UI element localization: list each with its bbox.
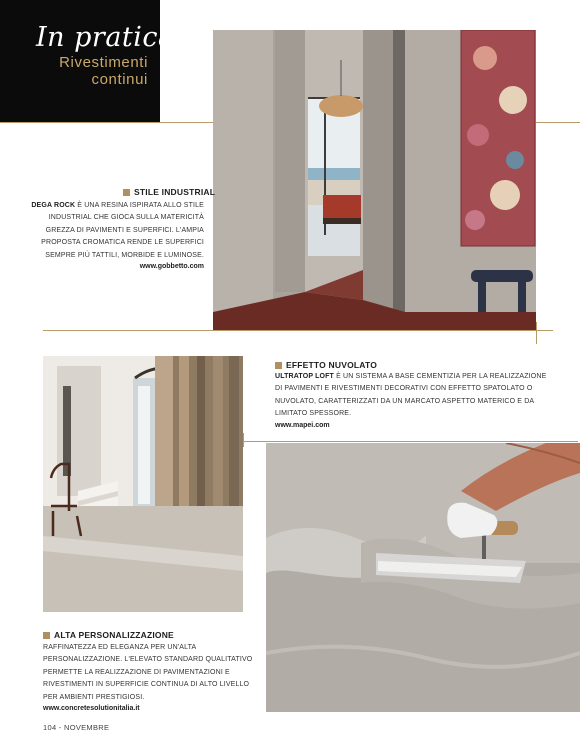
troweling-floor-photo [266, 443, 580, 712]
alta-personalizzazione-body [43, 642, 263, 704]
gold-rule-top [0, 122, 213, 123]
gold-rule-middle [43, 330, 553, 331]
interior-hallway-photo [213, 30, 536, 330]
section-header-box [0, 0, 175, 122]
text-line: DI PAVIMENTI E RIVESTIMENTI DECORATIVI CON EFFETTO SPATOLATO O [275, 385, 533, 393]
text-line: LIMITATO SPESSORE. [275, 410, 352, 418]
text-line: INDUSTRIAL CHE GIOCA SULLA MATERICITÀ [48, 214, 204, 222]
page-footer: 104 - NOVEMBRE [43, 723, 110, 732]
text-line: PER AMBIENTI PRESTIGIOSI. [43, 693, 145, 701]
text-line: PERSONALIZZAZIONE. L'ELEVATO STANDARD QUALITATIVO [43, 656, 253, 664]
gobbetto-link[interactable]: www.gobbetto.com [139, 263, 204, 270]
gold-rule-lower [243, 441, 578, 442]
text-line: PROPOSTA CROMATICA RENDE LE SUPERFICI [41, 239, 204, 247]
brand-name: ULTRATOP LOFT [275, 373, 334, 380]
gold-square-bullet [275, 362, 282, 369]
stile-industrial-title: STILE INDUSTRIAL [123, 187, 215, 197]
brand-name: DEGA ROCK [31, 202, 76, 209]
text-line: PERMETTE LA REALIZZAZIONE DI PAVIMENTAZIONI E [43, 668, 230, 676]
text-line: RIVESTIMENTI IN SUPERFICIE CONTINUA DI ALTO LIVELLO [43, 681, 250, 689]
text-line: DEGA ROCK È UNA RESINA ISPIRATA ALLO STILE [31, 202, 204, 209]
gold-square-bullet [123, 189, 130, 196]
section-subtitle-line1: Rivestimenti [59, 54, 148, 71]
living-room-curtains-photo [43, 356, 243, 612]
gold-tick-lower [243, 433, 244, 447]
alta-personalizzazione-title: ALTA PERSONALIZZAZIONE [43, 630, 174, 640]
gold-tick-middle [536, 322, 537, 344]
effetto-nuvolato-body [275, 371, 575, 421]
text-line: GREZZA DI PAVIMENTI E SUPERFICI. L'AMPIA [45, 226, 204, 234]
text-line: ULTRATOP LOFT È UN SISTEMA A BASE CEMENTIZIA PER LA REALIZZAZIONE [275, 373, 547, 380]
text-line: RAFFINATEZZA ED ELEGANZA PER UN'ALTA [43, 644, 197, 651]
section-script-title: In pratica [36, 22, 175, 53]
gold-rule-top-right [536, 122, 580, 123]
stile-industrial-body [14, 200, 204, 262]
text-line: SEMPRE PIÙ TATTILI, MORBIDE E LUMINOSE. [45, 251, 204, 259]
text-line: NUVOLATO, CARATTERIZZATI DA UN MARCATO ASPETTO MATERICO E DA [275, 397, 535, 405]
effetto-nuvolato-title: EFFETTO NUVOLATO [275, 360, 377, 370]
gold-square-bullet [43, 632, 50, 639]
mapei-link[interactable]: www.mapei.com [275, 422, 330, 429]
section-subtitle-line2: continui [91, 71, 148, 88]
concretesolution-link[interactable]: www.concretesolutionitalia.it [43, 705, 140, 712]
